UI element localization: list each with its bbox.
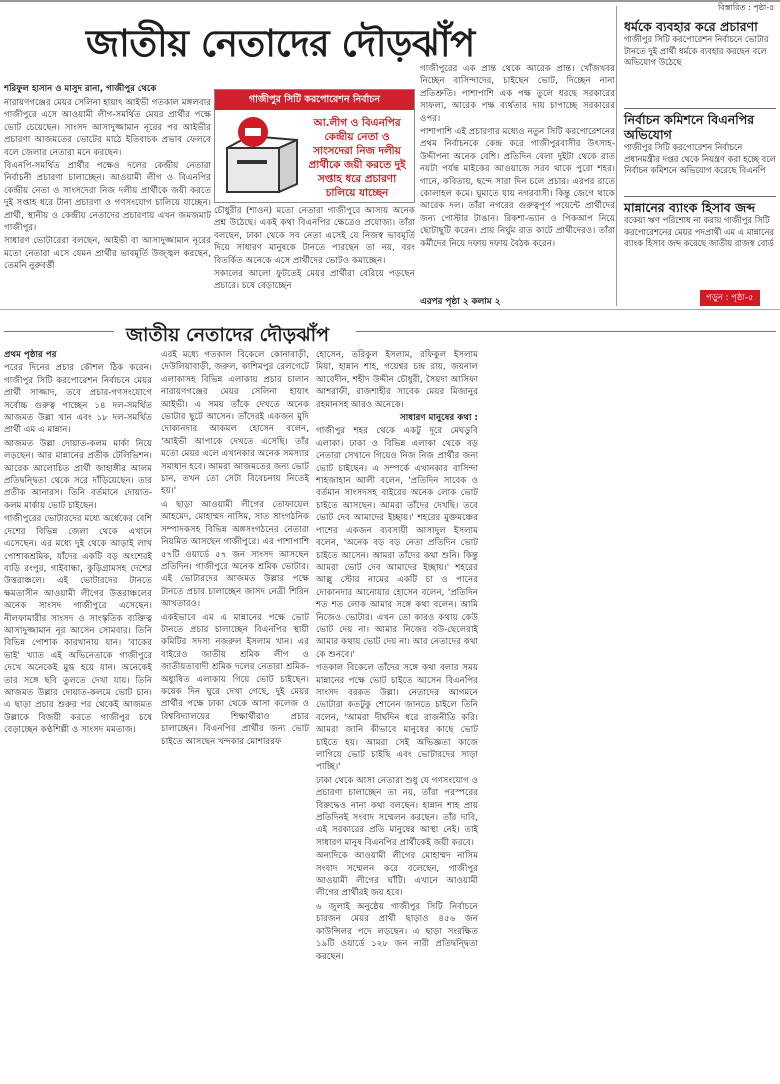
box-header: গাজীপুর সিটি করপোরেশন নির্বাচন [215, 90, 414, 110]
paragraph: একইভাবে এম এ মান্নানের পক্ষে ভোট টানতে প্রচার চালাচ্ছেন বিএনপির স্থায়ী কমিটির সদস্য নজরুল ইসলাম খান। এর বাইরেও জাতীয় শ্রমিক লীগ ও জাতীয়তাবাদী শ্রমিক দলের নেতারা শ্রমিক-অধ্যুষিত এলাকায় গিয়ে ভোট চাইছেন। কয়েক দিন ঘুরে দেখা গেছে, দুই মেয়র প্রার্থীর পক্ষে ঢাকা থেকে আসা কলেজ ও বিশ্ববিদ্যালয়ের শিক্ষার্থীরাও প্রচার চালাচ্ছেন। বিএনপির প্রার্থীর জন্য ভোট চাইতে আসছেন খন্দকার মোশাররফ [161, 612, 309, 747]
sidebar-page-link[interactable]: পড়ুন : পৃষ্ঠা-৫ [700, 290, 760, 306]
inner-col-2 [161, 349, 309, 1084]
paragraph: এরই মধ্যে গতকাল বিকেলে কোনাবাড়ী, দেউলিয়াবাড়ী, জরুল, কাশিমপুর রেলগেটে এলাকাসহ বিভিন্ন এলাকায় প্রচার চালান নারায়ণগঞ্জের মেয়র সেলিনা হায়াৎ আইভী। এ সময় তাঁকে দেখতে অনেক ভোটার ছুটে আসেন। তাঁদেরই একজন মুদি দোকানদার আকমল হোসেন বলেন, 'আইভী আপাকে দেখতে এসেছি। তাঁর মতো মেয়র এলে এখানকার অনেক সমস্যার সমাধান হবে। আমরা আজমতের জন্য ভোট চান, তখন তো সেটা বিবেচনায় নিতেই হয়।' [161, 350, 309, 497]
sidebar [620, 0, 780, 312]
section-divider [0, 309, 780, 310]
paragraph: সাধারণ ভোটারেরা বলছেন, আইভী বা আসাদুজ্জামান নূরের মতো নেতারা এসে যেমন প্রার্থীর ভাবমূর্তি উজ্জ্বল করছেন, তেমনি নুরুবর্ত্তী [4, 236, 211, 272]
page-corner-label: বিস্তারিত : পৃষ্ঠা-৫ [718, 3, 775, 12]
front-col-middle [214, 205, 415, 309]
inner-col-3 [316, 349, 478, 1084]
sidebar-item-title: নির্বাচন কমিশনে বিএনপির অভিযোগ [624, 112, 755, 142]
section-subheading: সাধারণ মানুষের কথা : [399, 413, 478, 424]
continued-from-label: প্রথম পৃষ্ঠার পর [4, 350, 57, 360]
paragraph: পাশাপাশি এই প্রচারণার মধ্যেও নতুন সিটি করপোরেশনের প্রথম নির্বাচনকে কেন্দ্র করে গাজীপুরবাসীর উৎসাহ-উদ্দীপনা অনেক বেশি। প্রতিদিন বেলা দুইটা থেকে রাত নয়টা পর্যন্ত মাইকের আওয়াজে সরব থাকে পুরো শহর। গানে, কবিতায়, ছন্দে সারা দিন চলে প্রচার। এরপর রাতে কোলাহল কমে। ঘুমাতে যায় নগরবাসী। কিন্তু জেগে থাকে আরেক দল। তাঁরা নগরের গুরুত্বপূর্ণ পয়েন্টে প্রার্থীদের জন্য পোস্টার টাঙান। রিকশা-ভ্যান ও পিকআপ নিয়ে ছোটাছুটি করেন। প্রায় নির্ঘুম রাত কাটে প্রার্থীদেরও। তাঁরা কর্মীদের নিয়ে দফায় দফায় বৈঠক করেন। [420, 127, 615, 249]
paragraph: গতকাল বিকেলে তাঁদের সঙ্গে কথা বলার সময় মান্নানের পক্ষে ভোট চাইতে আসেন বিএনপির সাংসদ বরকত উল্লা। নেতাদের আগমনে ভোটারা কতটুকু শোনেন জানতে চাইলে তিনি বলেন, 'আমরা দীর্ঘদিন ধরে রাজনীতি করি। আমরা জানি কীভাবে মানুষের কাছে ভোট চাইতে হয়। আমরা সেই অভিজ্ঞতা কাজে লাগিয়ে ভোট চাইছি এবং ভোটারদের সাড়া পাচ্ছি।' [316, 663, 478, 773]
inner-col-1 [4, 349, 152, 1084]
heading-rule-right [356, 331, 776, 332]
heading-rule-left [4, 331, 114, 332]
paragraph: অন্যদিকে আওয়ামী লীগের মোহাম্মদ নাসিম সংবাদ সম্মেলন করে বলেছেন, গাজীপুর আওয়ামী লীগের ঘাঁটি। এখানে আওয়ামী লীগের প্রার্থীরই জয় হবে। [316, 851, 478, 899]
sidebar-item-title: মান্নানের ব্যাংক হিসাব জব্দ [624, 200, 756, 215]
sidebar-item-text: বকেয়া ঋণ পরিশোধ না করায় গাজীপুর সিটি করপোরেশনের মেয়র পদপ্রার্থী এম এ মান্নানের ব্যাংক হিসাব জব্দ করেছে জাতীয় রাজস্ব বোর্ড [624, 215, 774, 248]
sidebar-item-text: গাজীপুর সিটি করপোরেশন নির্বাচনে প্রধানমন্ত্রীর দপ্তর থেকে নিয়ন্ত্রণ করা হচ্ছে বলে নির্বাচন কমিশনে অভিযোগ করেছে বিএনপি [624, 142, 776, 175]
paragraph: ৬ জুলাই অনুষ্ঠেয় গাজীপুর সিটি নির্বাচনে চারজন মেয়র প্রার্থী ছাড়াও ৪৫৬ জন কাউন্সিলর পদে লড়ছেন। এ ছাড়া সংরক্ষিত ১৯টি ওয়ার্ডে ১২৮ জন নারী প্রতিদ্বন্দ্বিতা করছেন। [316, 901, 478, 962]
paragraph: গাজীপুরের এক প্রান্ত থেকে আরেক প্রান্ত। খোঁজখবর নিচ্ছেন বাসিন্দাদের, চাইছেন ভোট, দিচ্ছেন নানা প্রতিশ্রুতি। পাশাপাশি এক পক্ষ তুলে ধরছে সরকারের সাফল্য, আরেক পক্ষ ব্যর্থতার দায় চাপাচ্ছে সরকারের ওপর। [420, 64, 615, 124]
inner-headline: জাতীয় নেতাদের দৌড়ঝাঁপ [126, 324, 329, 346]
paragraph: পরের দিনের প্রচার কৌশল ঠিক করেন। গাজীপুর সিটি করপোরেশন নির্বাচনে মেয়র প্রার্থী সাজ্জাদ, তবে প্রচার-গণসংযোগে সর্বোচ্চ গুরুত্ব পাচ্ছেন ১৪ দল-সমর্থিত আজমত উল্লা খান এবং ১৮ দল-সমর্থিত প্রার্থী এম এ মান্নান। [4, 363, 152, 436]
page-headline: জাতীয় নেতাদের দৌড়ঝাঁপ [86, 22, 475, 65]
paragraph: আজমত উল্লা দোয়াত-কলম মার্কা নিয়ে লড়ছেন। আর মান্নানের প্রতীক টেলিভিশন। আরেক আলোচিত প্রার্থী জাহাঙ্গীর আলম প্রতিদ্বন্দ্বিতা থেকে সরে দাঁড়িয়েছেন। তার প্রতীক আনারস। তিনি বর্তমানে দোয়াত-কলম মার্কায় ভোট চাইছেন। [4, 438, 152, 511]
paragraph: গাজীপুর শহর থেকে একটু দূরে মেঘডুবি এলাকা। ঢাকা ও বিভিন্ন এলাকা থেকে বড় নেতারা সেখানে গিয়েও নিজ নিজ প্রার্থীর জন্য ভোট চাইছেন। এ সম্পর্কে এখানকার বাসিন্দা শাহজাহান আলী বলেন, 'প্রতিদিন সাবেক ও বর্তমান সাংসদসহ বাইরের অনেক লোক ভোট চাইতে আসছেন। আমরা তাঁদের দেখছি। তবে ভোট দেব আমাদের ইচ্ছায়।' শহরের মুক্তমঞ্চের পাশের একজন ব্যবসায়ী আসাদুল ইসলাম বলেন, 'অনেক বড় বড় নেতা প্রতিদিন ভোট চাইতে আসেন। আমরা তাঁদের কথা শুনি। কিন্তু আমরা ভোট দেব আমাদের ইচ্ছায়।' শহরের আল্লু স্টোর নামের একটি চা ও পানের দোকানদার আনোয়ার হোসেন বলেন, 'প্রতিদিন শত শত লোক আমার সঙ্গে কথা বলেন। আমি নিজেও ভোটার। এখন তো কারও কথায় কেউ ভোট দেয় না। আমার নিজের বউ-ছেলেরাই আমার কথায় ভোট দেয় না। আর নেতাদের কথা কে শুনবে।' [316, 426, 478, 660]
ballot-box-icon [219, 114, 299, 198]
paragraph: নারায়ণগঞ্জের মেয়র সেলিনা হায়াৎ আইভী গতকাল মঙ্গলবার গাজীপুরে এসে আওয়ামী লীগ-সমর্থিত মেয়র প্রার্থীর পক্ষে ভোট চেয়েছেন। সাংসদ আসাদুজ্জামান নূরের পর আইভীর প্রচারণা আজমতের ভোটের মাঠে ইতিবাচক প্রভাব ফেলবে বলে জেলার নেতারা মনে করছেন। [4, 98, 211, 158]
continued-link[interactable]: এরপর পৃষ্ঠা ২ কলাম ২ [420, 297, 501, 307]
sidebar-item-title: ধর্মকে ব্যবহার করে প্রচারণা [624, 19, 758, 34]
paragraph: সকালের আলো ফুটতেই মেয়র প্রার্থীরা বেরিয়ে পড়ছেন প্রচারে। চষে বেড়াচ্ছেন [214, 269, 415, 292]
front-col-right [420, 63, 615, 294]
paragraph: এ ছাড়া আওয়ামী লীগের তোফায়েল আহমেদ, মোহাম্মদ নাসিম, সাত সাংগঠনিক সম্পাদকসহ বিভিন্ন অঙ্গসংগঠনের নেতারা নিয়মিত আসছেন গাজীপুরে। এর পাশাপাশি ৫৭টি ওয়ার্ডে ৫৭ জন সাংসদ আসছেন প্রতিদিন। গাজীপুরে অনেক শ্রমিক ভোটার। এই ভোটারদের আজমত উল্লার পক্ষে টানতে প্রচার চালাচ্ছেন জাসদ নেত্রী শিরিন আখতারও। [161, 499, 309, 610]
sidebar-item-text: গাজীপুর সিটি করপোরেশন নির্বাচনে ভোটার টানতে দুই প্রার্থী ধর্মকে ব্যবহার করছেন বলে অভিযোগ উঠেছে [624, 34, 769, 67]
paragraph: গাজীপুরের ভোটারদের মধ্যে অর্ধেকের বেশি দেশের বিভিন্ন জেলা থেকে এখানে এসেছেন। এর মধ্যে দুই থেকে আড়াই লাখ পোশাকশ্রমিক, যাঁদের একটি বড় অংশেরই বাড়ি রংপুর, গাইবান্ধা, কুড়িগ্রামসহ দেশের উত্তরাঞ্চলে। এই ভোটারদের টানতে ক্ষমতাসীন আওয়ামী লীগের উত্তরাঞ্চলের অনেক সাংসদ গাজীপুরে এসেছেন। নীলফামারীর সাংসদ ও সাংস্কৃতিক ব্যক্তিত্ব আসাদুজ্জামান নূর আসেন সোমবার। তিনি বিভিন্ন পোশাক কারখানায় যান। 'বাকের ভাই' খ্যাত এই অভিনেতাকে গাজীপুরে দেখে অনেকেই মুগ্ধ হয়ে যান। অনেকেই তার সঙ্গে ছবি তুলতে দেখা যায়। তিনি আজমত উল্লার দোয়াত-কলমে ভোট চান। এ ছাড়া প্রচার শুরুর পর থেকেই আজমত উল্লাকে বিজয়ী করতে গাজীপুর চষে বেড়াচ্ছেন কণ্ঠশিল্পী ও সাংসদ মমতাজ। [4, 514, 152, 736]
paragraph: হোসেন, তরিকুল ইসলাম, রফিকুল ইসলাম মিয়া, হান্নান শাহ, গয়েশ্বর চন্দ্র রায়, জয়নাল আবেদীন, শহীদ উদ্দীন চৌধুরী, সৈয়দা আসিফা আশরাফী, রাজশাহীর সাবেক মেয়র মিজানুর রহমানসহ আরও অনেকে। [316, 350, 478, 410]
paragraph: ঢাকা থেকে আসা নেতারা শুধু যে গণসংযোগ ও প্রচারণা চালাচ্ছেন তা নয়, তাঁরা পরস্পরের বিরুদ্ধেও নানা কথা বলছেন। হান্নান শাহ প্রায় প্রতিদিনই সংবাদ সম্মেলন করছেন। তাঁর দাবি, এই সরকারের প্রতি মানুষের আস্থা নেই। তাই সাধারণ মানুষ বিএনপির প্রার্থীকেই জয়ী করবে। [316, 775, 478, 848]
sidebar-divider [616, 6, 617, 306]
box-highlight-text: আ.লীগ ও বিএনপির কেন্দ্রীয় নেতা ও সাংসদেরা নিজ দলীয় প্রার্থীকে জয়ী করতে দুই সপ্তাহ ধরে প্রচারণা চালিয়ে যাচ্ছেন [308, 117, 406, 199]
paragraph: চৌধুরীর (শাওন) মতো নেতারা গাজীপুরে আসায় অনেক প্রশ্ন উঠেছে। একই কথা বিএনপির ক্ষেত্রেও প্রযোজ্য। তাঁরা বলছেন, ঢাকা থেকে সব নেতা এসেই যে নিজস্ব ভাবমূর্তি দিয়ে সাধারণ মানুষকে টানতে পারছেন তা নয়, বরং বিতর্কিত অনেকে এসে প্রার্থীদের ভোটও কমাচ্ছেন। [214, 206, 415, 266]
front-col-left [4, 97, 211, 309]
byline: শরিফুল হাসান ও মাসুদ রানা, গাজীপুর থেকে [4, 84, 157, 94]
election-highlight-box [214, 89, 415, 203]
paragraph: বিএনপি-সমর্থিত প্রার্থীর পক্ষেও দলের কেন্দ্রীয় নেতারা নির্বাচনী প্রচারণা চালাচ্ছেন। আওয়ামী লীগ ও বিএনপির কেন্দ্রীয় নেতা ও সাংসদেরা নিজ দলীয় প্রার্থীকে জয়ী করতে দুই সপ্তাহ ধরে টানা প্রচারণা ও গণসংযোগ চালিয়ে যাচ্ছেন। প্রার্থী, স্থানীয় ও কেন্দ্রীয় নেতাদের প্রচারণায় এখন জমজমাট গাজীপুর। [4, 161, 211, 234]
